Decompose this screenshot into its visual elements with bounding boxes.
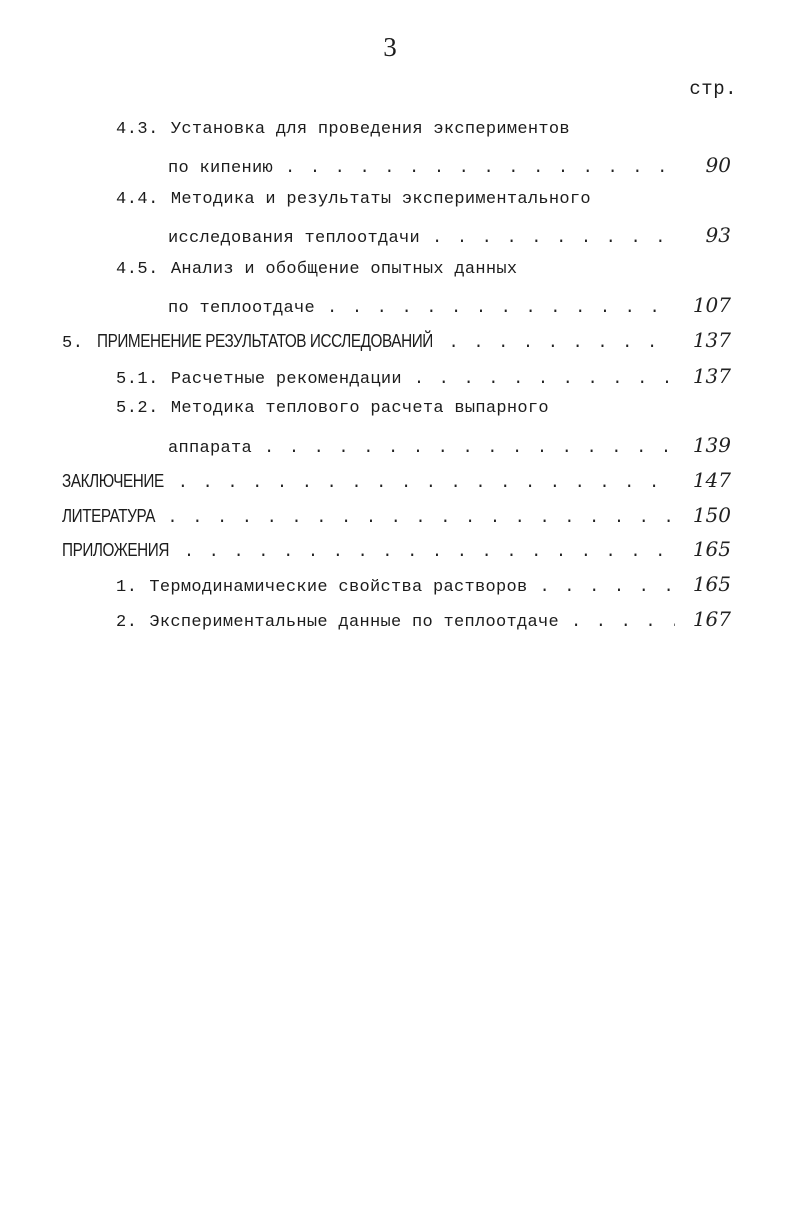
toc-entry-number: 5.2. [116, 399, 159, 418]
toc-entry-title: Методика теплового расчета выпарного [170, 399, 549, 418]
dot-leader [449, 334, 675, 353]
toc-entry-title: Установка для проведения экспериментов [170, 120, 570, 139]
toc-entry-appendix-1 [116, 572, 731, 596]
dot-leader [327, 299, 675, 318]
dot-leader [539, 578, 675, 597]
toc-entry-title-cont: аппарата [168, 439, 253, 458]
toc-entry-5-2-line1 [116, 399, 731, 423]
toc-entry-number: 4.5. [116, 260, 159, 279]
toc-entry-4-3-line2 [168, 153, 731, 177]
toc-entry-title: Анализ и обобщение опытных данных [170, 260, 518, 279]
dot-leader [432, 229, 675, 248]
dot-leader [285, 159, 675, 178]
toc-entry-page: 165 [692, 572, 731, 596]
toc-entry-4-3-line1 [116, 120, 731, 144]
toc-entry-title-cont: по кипению [168, 159, 274, 178]
toc-entry-page: 139 [692, 433, 731, 457]
toc-entry-number: 5.1. [116, 370, 159, 389]
toc-entry-title-cont: исследования теплоотдачи [168, 229, 421, 248]
page-column-label: стр. [689, 78, 737, 100]
toc-entry-4-4-line1 [116, 190, 731, 214]
toc-entry-literature [62, 503, 731, 527]
toc-entry-title: ПРИЛОЖЕНИЯ [62, 540, 169, 560]
toc-entry-page: 150 [692, 503, 731, 527]
toc-entry-page: 167 [692, 607, 731, 631]
toc-entry-page: 93 [705, 223, 731, 247]
toc-entry-number: 1. [116, 578, 138, 597]
toc-entry-5 [62, 328, 731, 352]
dot-leader [571, 613, 675, 632]
toc-entry-appendices [62, 537, 731, 561]
dot-leader [264, 439, 675, 458]
page-number: 3 [383, 32, 397, 62]
toc-entry-conclusion [62, 468, 731, 492]
toc-entry-number: 4.4. [116, 190, 159, 209]
toc-entry-title: ПРИМЕНЕНИЕ РЕЗУЛЬТАТОВ ИССЛЕДОВАНИЙ [97, 331, 434, 351]
toc-entry-title: Методика и результаты экспериментального [170, 190, 591, 209]
toc-entry-number: 5. [62, 334, 84, 353]
toc-entry-4-4-line2 [168, 223, 731, 247]
dot-leader [184, 543, 675, 562]
toc-entry-page: 107 [692, 293, 731, 317]
dot-leader [414, 370, 675, 389]
toc-entry-title: ЗАКЛЮЧЕНИЕ [62, 471, 164, 491]
toc-entry-title: Расчетные рекомендации [170, 370, 402, 389]
toc-entry-page: 90 [705, 153, 731, 177]
toc-entry-title-cont: по теплоотдаче [168, 299, 316, 318]
toc-entry-page: 147 [692, 468, 731, 492]
toc-entry-title: Термодинамические свойства растворов [149, 578, 528, 597]
toc-entry-5-2-line2 [168, 433, 731, 457]
toc-entry-5-1 [116, 364, 731, 388]
toc-entry-title: Экспериментальные данные по теплоотдаче [149, 613, 559, 632]
toc-entry-page: 137 [692, 328, 731, 352]
toc-entry-4-5-line2 [168, 293, 731, 317]
toc-entry-page: 137 [692, 364, 731, 388]
toc-entry-4-5-line1 [116, 260, 731, 284]
toc-entry-number: 4.3. [116, 120, 159, 139]
dot-leader [178, 474, 675, 493]
toc-entry-number: 2. [116, 613, 138, 632]
toc-entry-appendix-2 [116, 607, 731, 631]
dot-leader [167, 509, 675, 528]
toc-entry-page: 165 [692, 537, 731, 561]
toc-entry-title: ЛИТЕРАТУРА [62, 506, 155, 526]
